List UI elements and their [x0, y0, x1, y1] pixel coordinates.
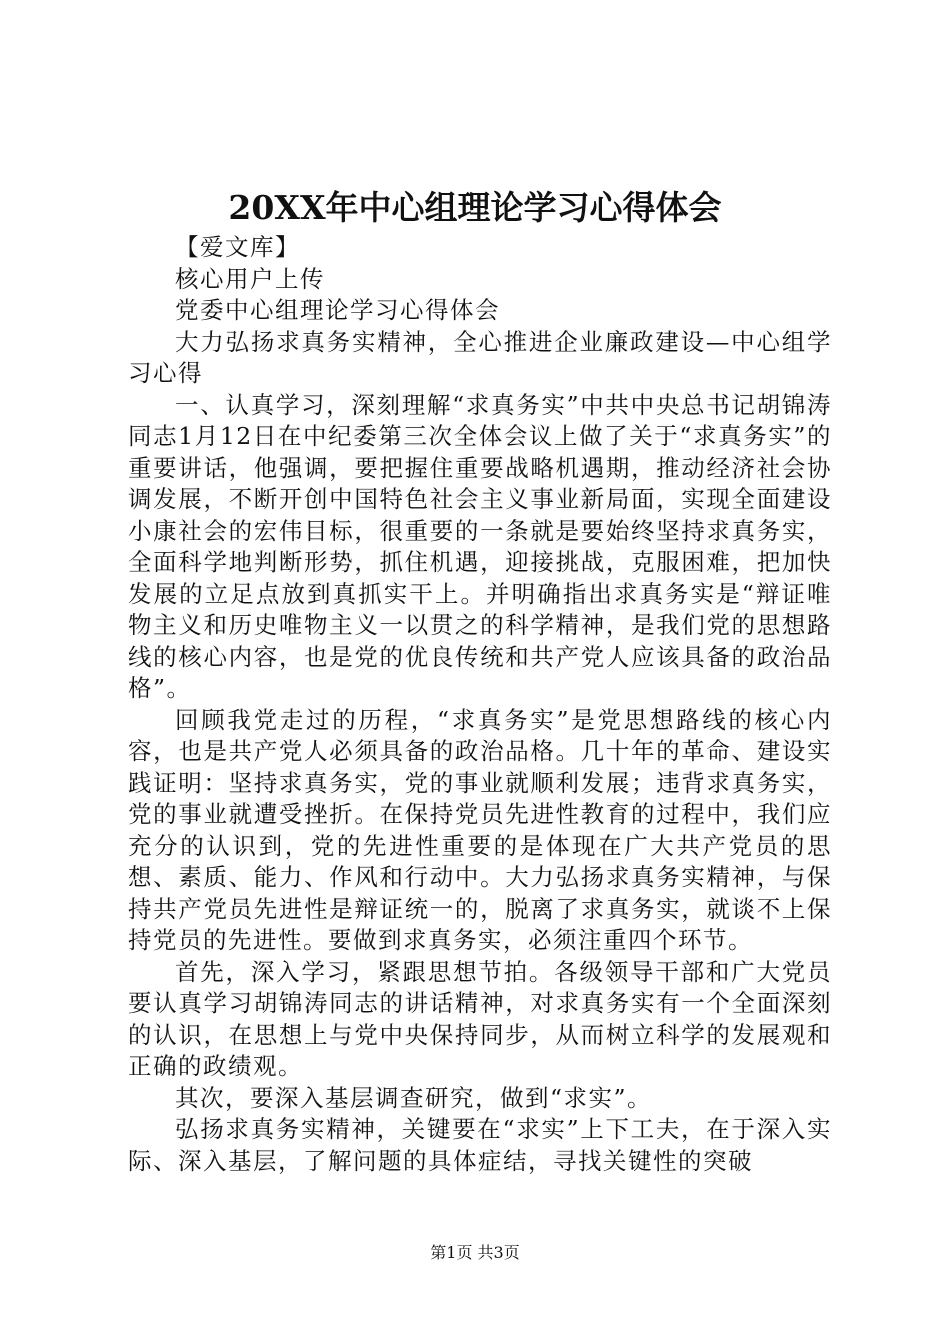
paragraph-body: 回顾我党走过的历程，“求真务实”是党思想路线的核心内容，也是共产党人必须具备的政治品格。几十年的革命、建设实践证明：坚持求真务实，党的事业就顺利发展；违背求真务实，党的事业就遭受挫折。在保持党员先进性教育的过程中，我们应充分的认识到，党的先进性重要的是体现在广大共产党员的思想、素质、能力、作风和行动中。大力弘扬求真务实精神，与保持共产党员先进性是辩证统一的，脱离了求真务实，就谈不上保持党员的先进性。要做到求真务实，必须注重四个环节。 — [128, 705, 832, 954]
paragraph-body: 其次，要深入基层调查研究，做到“求实”。 — [175, 1083, 653, 1112]
paragraph-body: 弘扬求真务实精神，关键要在“求实”上下工夫，在于深入实际、深入基层，了解问题的具体症结，寻找关键性的突破 — [128, 1115, 832, 1175]
paragraph-subtitle: 党委中心组理论学习心得体会 — [175, 296, 500, 324]
document-title: 20XX年中心组理论学习心得体会 — [228, 188, 722, 227]
paragraph-body: 一、认真学习，深刻理解“求真务实”中共中央总书记胡锦涛同志1月12日在中纪委第三次全体会议上做了关于“求真务实”的重要讲话，他强调，要把握住重要战略机遇期，推动经济社会协调发展，不断开创中国特色社会主义事业新局面，实现全面建设小康社会的宏伟目标，很重要的一条就是要始终坚持求真务实，全面科学地判断形势，抓住机遇，迎接挑战，克服困难，把加快发展的立足点放到真抓实干上。并明确指出求真务实是“辩证唯物主义和历史唯物主义一以贯之的科学精神，是我们党的思想路线的核心内容，也是党的优良传统和共产党人应该具备的政治品格”。 — [128, 390, 832, 702]
paragraph-uploader: 核心用户上传 — [175, 264, 325, 293]
document-body — [128, 232, 832, 1177]
paragraph-body: 首先，深入学习，紧跟思想节拍。各级领导干部和广大党员要认真学习胡锦涛同志的讲话精神，对求真务实有一个全面深刻的认识，在思想上与党中央保持同步，从而树立科学的发展观和正确的政绩观。 — [128, 957, 832, 1080]
page-number: 第1页 共3页 — [430, 1243, 520, 1262]
paragraph-source: 【爱文库】 — [175, 233, 300, 261]
paragraph-heading: 大力弘扬求真务实精神，全心推进企业廉政建设—中心组学习心得 — [128, 327, 832, 387]
